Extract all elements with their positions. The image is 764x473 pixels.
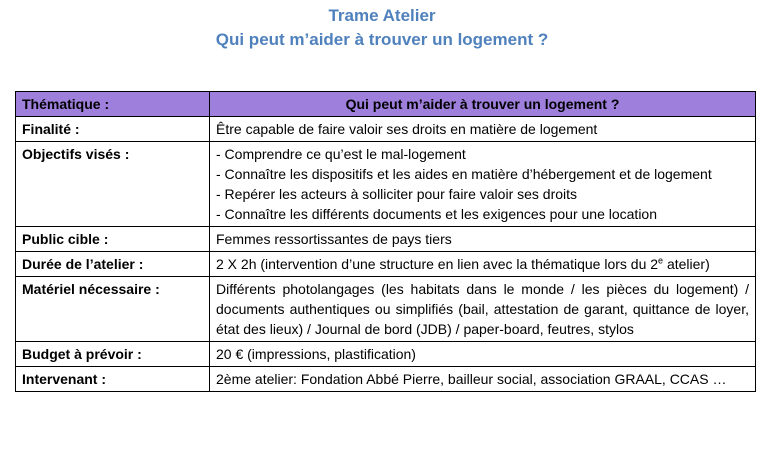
objectifs-label: Objectifs visés : [16, 142, 210, 227]
finalite-value: Être capable de faire valoir ses droits en matière de logement [210, 117, 756, 142]
objectif-item: - Connaître les différents documents et les exigences pour une location [216, 206, 657, 222]
table-header-row [16, 92, 756, 117]
thematique-label: Thématique : [16, 92, 210, 117]
workshop-table [15, 91, 756, 392]
materiel-label: Matériel nécessaire : [16, 277, 210, 342]
table-row [16, 277, 756, 342]
duree-value [210, 252, 756, 277]
duree-text-end: atelier) [663, 256, 710, 272]
objectif-item: - Connaître les dispositifs et les aides en matière d’hébergement et de logement [216, 166, 712, 182]
public-label: Public cible : [16, 227, 210, 252]
table-row [16, 252, 756, 277]
budget-label: Budget à prévoir : [16, 342, 210, 367]
document-subtitle: Qui peut m’aider à trouver un logement ? [215, 30, 549, 49]
document-title: Trame Atelier [328, 6, 436, 25]
table-row [16, 227, 756, 252]
duree-label: Durée de l’atelier : [16, 252, 210, 277]
table-row [16, 117, 756, 142]
objectif-item: - Repérer les acteurs à solliciter pour faire valoir ses droits [216, 186, 578, 202]
duree-text: 2 X 2h (intervention d’une structure en lien avec la thématique lors du 2 [216, 256, 659, 272]
materiel-value: Différents photolangages (les habitats dans le monde / les pièces du logement) / documents authentiques ou simplifiés (bail, attestation de garant, quittance de loyer, état des lieux) / Journal de bord (JDB) / paper-board, feutres, stylos [210, 277, 756, 342]
objectifs-value [210, 142, 756, 227]
duree-superscript: e [658, 255, 664, 266]
intervenant-label: Intervenant : [16, 367, 210, 392]
finalite-label: Finalité : [16, 117, 210, 142]
table-row [16, 342, 756, 367]
objectif-item: - Comprendre ce qu’est le mal-logement [216, 146, 466, 162]
intervenant-value: 2ème atelier: Fondation Abbé Pierre, bailleur social, association GRAAL, CCAS … [210, 367, 756, 392]
public-value: Femmes ressortissantes de pays tiers [210, 227, 756, 252]
thematique-value: Qui peut m’aider à trouver un logement ? [210, 92, 756, 117]
table-row [16, 142, 756, 227]
budget-value: 20 € (impressions, plastification) [210, 342, 756, 367]
table-row [16, 367, 756, 392]
